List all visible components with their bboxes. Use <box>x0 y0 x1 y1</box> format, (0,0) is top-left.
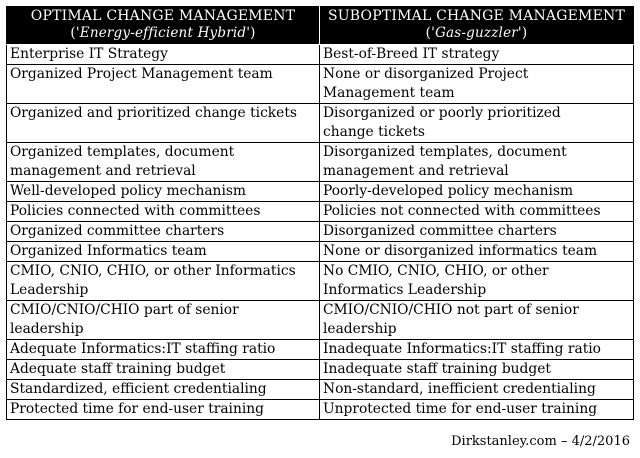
table-row <box>7 340 634 360</box>
suboptimal-cell: Disorganized or poorly prioritized change tickets <box>320 104 634 143</box>
optimal-cell: Organized Informatics team <box>7 242 320 262</box>
optimal-cell: Organized templates, document management and retrieval <box>7 143 320 182</box>
header-optimal-subtitle <box>11 25 315 42</box>
optimal-cell: CMIO, CNIO, CHIO, or other Informatics Leadership <box>7 262 320 301</box>
table-row <box>7 65 634 104</box>
header-suboptimal-subtitle-text: Gas-guzzler <box>435 25 518 41</box>
header-suboptimal-subtitle <box>324 25 629 42</box>
suboptimal-cell: Inadequate Informatics:IT staffing ratio <box>320 340 634 360</box>
change-management-comparison-table <box>6 6 634 420</box>
optimal-cell: Organized committee charters <box>7 222 320 242</box>
table-row <box>7 104 634 143</box>
optimal-cell: CMIO/CNIO/CHIO part of senior leadership <box>7 301 320 340</box>
table-row <box>7 45 634 65</box>
table-row <box>7 182 634 202</box>
table-row <box>7 242 634 262</box>
optimal-cell: Organized Project Management team <box>7 65 320 104</box>
subtitle-close: ') <box>246 25 256 41</box>
table-row <box>7 380 634 400</box>
suboptimal-cell: Poorly-developed policy mechanism <box>320 182 634 202</box>
header-optimal-subtitle-text: Energy-efficient Hybrid <box>79 25 247 41</box>
table-header-row <box>7 7 634 45</box>
optimal-cell: Protected time for end-user training <box>7 400 320 420</box>
suboptimal-cell: Disorganized templates, document management and retrieval <box>320 143 634 182</box>
suboptimal-cell: No CMIO, CNIO, CHIO, or other Informatics Leadership <box>320 262 634 301</box>
table-row <box>7 360 634 380</box>
suboptimal-cell: Non-standard, inefficient credentialing <box>320 380 634 400</box>
subtitle-close: ') <box>517 25 528 41</box>
optimal-cell: Standardized, efficient credentialing <box>7 380 320 400</box>
table-row <box>7 262 634 301</box>
suboptimal-cell: Disorganized committee charters <box>320 222 634 242</box>
header-optimal-title: OPTIMAL CHANGE MANAGEMENT <box>30 8 296 24</box>
suboptimal-cell: Unprotected time for end-user training <box>320 400 634 420</box>
header-suboptimal-title: SUBOPTIMAL CHANGE MANAGEMENT <box>328 8 625 24</box>
table-row <box>7 301 634 340</box>
optimal-cell: Organized and prioritized change tickets <box>7 104 320 143</box>
suboptimal-cell: None or disorganized Project Management team <box>320 65 634 104</box>
table-row <box>7 222 634 242</box>
subtitle-open: (' <box>425 25 436 41</box>
subtitle-open: (' <box>70 25 80 41</box>
optimal-cell: Well-developed policy mechanism <box>7 182 320 202</box>
optimal-cell: Policies connected with committees <box>7 202 320 222</box>
comparison-table-container <box>6 6 633 420</box>
optimal-cell: Enterprise IT Strategy <box>7 45 320 65</box>
table-row <box>7 202 634 222</box>
header-suboptimal <box>320 7 634 45</box>
suboptimal-cell: Best-of-Breed IT strategy <box>320 45 634 65</box>
suboptimal-cell: CMIO/CNIO/CHIO not part of senior leadership <box>320 301 634 340</box>
optimal-cell: Adequate staff training budget <box>7 360 320 380</box>
table-row <box>7 400 634 420</box>
source-credit: Dirkstanley.com – 4/2/2016 <box>451 434 630 449</box>
suboptimal-cell: Inadequate staff training budget <box>320 360 634 380</box>
suboptimal-cell: None or disorganized informatics team <box>320 242 634 262</box>
table-row <box>7 143 634 182</box>
optimal-cell: Adequate Informatics:IT staffing ratio <box>7 340 320 360</box>
suboptimal-cell: Policies not connected with committees <box>320 202 634 222</box>
header-optimal <box>7 7 320 45</box>
